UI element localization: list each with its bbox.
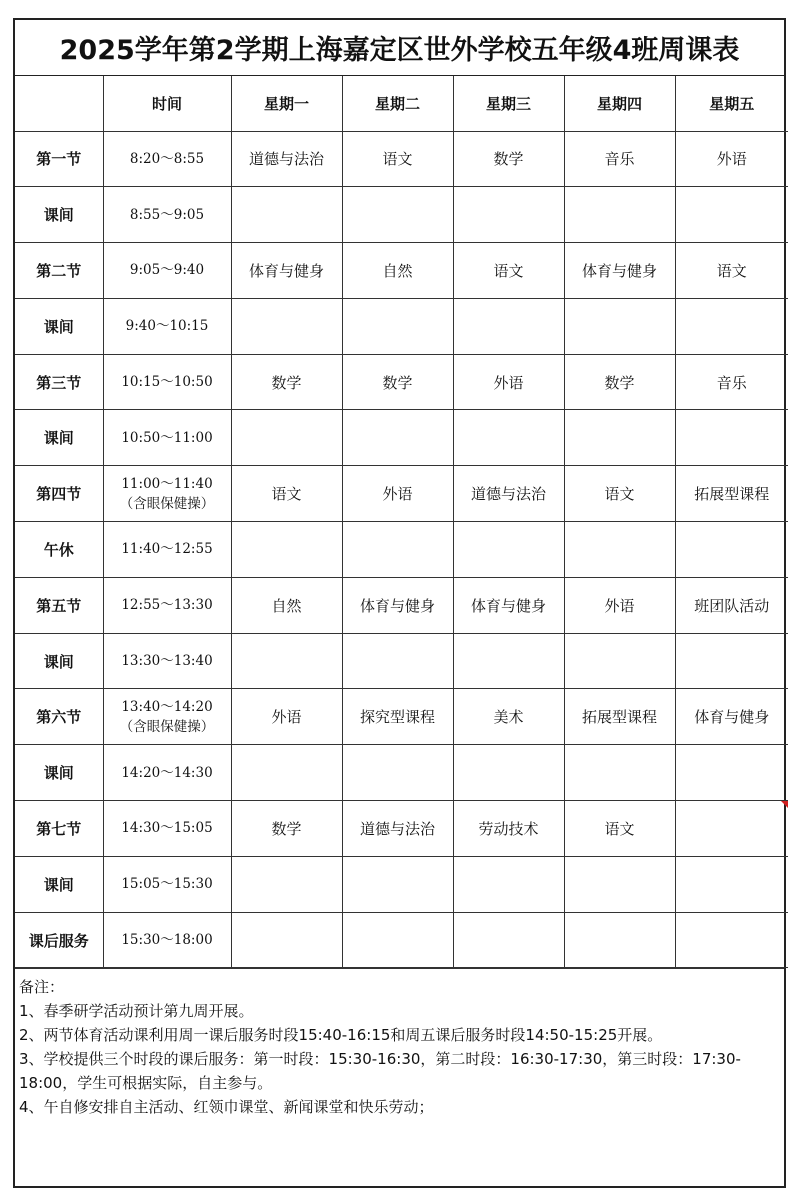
time-line: 8:20～8:55 — [129, 150, 205, 167]
time-line: 13:30～13:40 — [121, 653, 213, 670]
subject-cell-wednesday — [453, 912, 564, 968]
subject-cell-thursday — [564, 633, 675, 689]
table-row — [15, 410, 788, 466]
time-cell — [103, 466, 231, 522]
subject-cell-monday: 自然 — [231, 577, 342, 633]
subject-cell-wednesday: 外语 — [453, 354, 564, 410]
table-row — [15, 298, 788, 354]
subject-cell-thursday — [564, 187, 675, 243]
subject-cell-monday — [231, 745, 342, 801]
table-row — [15, 856, 788, 912]
period-label: 午休 — [15, 522, 103, 578]
table-row — [15, 466, 788, 522]
subject-cell-friday: 语文 — [675, 243, 788, 299]
header-wednesday: 星期三 — [453, 76, 564, 131]
table-row — [15, 131, 788, 187]
subject-cell-thursday — [564, 298, 675, 354]
subject-cell-friday: 拓展型课程 — [675, 466, 788, 522]
period-label: 第一节 — [15, 131, 103, 187]
subject-cell-wednesday — [453, 856, 564, 912]
subject-cell-wednesday: 道德与法治 — [453, 466, 564, 522]
period-label: 第三节 — [15, 354, 103, 410]
subject-cell-friday — [675, 633, 788, 689]
time-line: 15:05～15:30 — [121, 876, 213, 893]
time-line: 8:55～9:05 — [129, 206, 205, 223]
header-monday: 星期一 — [231, 76, 342, 131]
subject-cell-wednesday: 美术 — [453, 689, 564, 745]
subject-cell-tuesday — [342, 912, 453, 968]
time-line: 12:55～13:30 — [121, 597, 213, 614]
schedule-table — [15, 76, 788, 968]
notes-section — [15, 968, 784, 1119]
subject-cell-tuesday — [342, 410, 453, 466]
time-cell — [103, 522, 231, 578]
period-label: 第四节 — [15, 466, 103, 522]
table-row — [15, 187, 788, 243]
time-cell — [103, 131, 231, 187]
subject-cell-monday: 语文 — [231, 466, 342, 522]
table-row — [15, 577, 788, 633]
subject-cell-monday: 外语 — [231, 689, 342, 745]
time-cell — [103, 633, 231, 689]
subject-cell-friday — [675, 856, 788, 912]
header-time: 时间 — [103, 76, 231, 131]
time-line: 10:50～11:00 — [121, 429, 213, 446]
subject-cell-friday: 体育与健身 — [675, 689, 788, 745]
subject-cell-tuesday — [342, 633, 453, 689]
subject-cell-wednesday — [453, 745, 564, 801]
time-line: 9:05～9:40 — [129, 262, 205, 279]
period-label: 第二节 — [15, 243, 103, 299]
time-cell — [103, 801, 231, 857]
note-item: 3、学校提供三个时段的课后服务：第一时段：15:30-16:30，第二时段：16:30-17:30，第三时段：17:30-18:00，学生可根据实际，自主参与。 — [19, 1050, 741, 1093]
subject-cell-wednesday — [453, 410, 564, 466]
subject-cell-wednesday — [453, 633, 564, 689]
period-label: 课间 — [15, 410, 103, 466]
time-line: 11:00～11:40 — [121, 475, 213, 492]
subject-cell-friday — [675, 745, 788, 801]
subject-cell-friday — [675, 187, 788, 243]
subject-cell-monday — [231, 298, 342, 354]
subject-cell-wednesday — [453, 298, 564, 354]
time-cell — [103, 689, 231, 745]
period-label: 课间 — [15, 745, 103, 801]
subject-cell-tuesday: 自然 — [342, 243, 453, 299]
subject-cell-wednesday: 劳动技术 — [453, 801, 564, 857]
period-label: 课间 — [15, 298, 103, 354]
subject-cell-tuesday: 数学 — [342, 354, 453, 410]
time-line: 14:20～14:30 — [121, 764, 213, 781]
header-thursday: 星期四 — [564, 76, 675, 131]
time-cell — [103, 912, 231, 968]
note-item: 1、春季研学活动预计第九周开展。 — [19, 1002, 254, 1021]
table-row — [15, 912, 788, 968]
subject-cell-monday: 数学 — [231, 354, 342, 410]
subject-cell-tuesday — [342, 856, 453, 912]
time-line: 14:30～15:05 — [121, 820, 213, 837]
period-label: 第六节 — [15, 689, 103, 745]
subject-cell-friday: 班团队活动 — [675, 577, 788, 633]
subject-cell-tuesday: 体育与健身 — [342, 577, 453, 633]
note-item: 2、两节体育活动课利用周一课后服务时段15:40-16:15和周五课后服务时段14:50-15:25开展。 — [19, 1026, 663, 1045]
note-item: 4、午自修安排自主活动、红领巾课堂、新闻课堂和快乐劳动； — [19, 1098, 434, 1117]
subject-cell-thursday — [564, 745, 675, 801]
time-line: 13:40～14:20 — [121, 698, 213, 715]
header-corner — [15, 76, 103, 131]
subject-cell-friday: 外语 — [675, 131, 788, 187]
time-cell — [103, 410, 231, 466]
subject-cell-monday — [231, 856, 342, 912]
timetable-sheet — [13, 18, 786, 1188]
subject-cell-thursday: 拓展型课程 — [564, 689, 675, 745]
subject-cell-monday: 数学 — [231, 801, 342, 857]
notes-heading: 备注： — [19, 978, 65, 997]
subject-cell-thursday — [564, 856, 675, 912]
table-row — [15, 354, 788, 410]
time-cell — [103, 243, 231, 299]
subject-cell-thursday: 音乐 — [564, 131, 675, 187]
time-cell — [103, 856, 231, 912]
subject-cell-wednesday — [453, 187, 564, 243]
subject-cell-thursday — [564, 522, 675, 578]
subject-cell-wednesday: 数学 — [453, 131, 564, 187]
period-label: 第五节 — [15, 577, 103, 633]
subject-cell-monday: 道德与法治 — [231, 131, 342, 187]
table-row — [15, 689, 788, 745]
subject-cell-tuesday — [342, 745, 453, 801]
subject-cell-thursday — [564, 912, 675, 968]
time-line: 10:15～10:50 — [121, 374, 213, 391]
period-label: 课间 — [15, 633, 103, 689]
time-line: 11:40～12:55 — [121, 541, 213, 558]
table-row — [15, 522, 788, 578]
subject-cell-tuesday: 道德与法治 — [342, 801, 453, 857]
subject-cell-tuesday — [342, 298, 453, 354]
subject-cell-friday — [675, 298, 788, 354]
subject-cell-monday — [231, 522, 342, 578]
subject-cell-thursday: 数学 — [564, 354, 675, 410]
subject-cell-friday — [675, 801, 788, 857]
time-cell — [103, 745, 231, 801]
time-cell — [103, 354, 231, 410]
subject-cell-tuesday: 外语 — [342, 466, 453, 522]
subject-cell-friday — [675, 522, 788, 578]
subject-cell-wednesday — [453, 522, 564, 578]
time-line: （含眼保健操） — [119, 495, 215, 512]
header-friday: 星期五 — [675, 76, 788, 131]
subject-cell-thursday: 语文 — [564, 466, 675, 522]
subject-cell-monday — [231, 633, 342, 689]
time-cell — [103, 577, 231, 633]
subject-cell-friday — [675, 410, 788, 466]
header-tuesday: 星期二 — [342, 76, 453, 131]
subject-cell-monday — [231, 187, 342, 243]
subject-cell-wednesday: 体育与健身 — [453, 577, 564, 633]
period-label: 课后服务 — [15, 912, 103, 968]
header-row — [15, 76, 788, 131]
subject-cell-thursday: 外语 — [564, 577, 675, 633]
subject-cell-monday: 体育与健身 — [231, 243, 342, 299]
subject-cell-tuesday — [342, 187, 453, 243]
time-line: 9:40～10:15 — [125, 318, 209, 335]
time-cell — [103, 298, 231, 354]
table-row — [15, 633, 788, 689]
subject-cell-monday — [231, 912, 342, 968]
time-line: 15:30～18:00 — [121, 932, 213, 949]
subject-cell-wednesday: 语文 — [453, 243, 564, 299]
table-row — [15, 745, 788, 801]
table-row — [15, 243, 788, 299]
subject-cell-thursday: 语文 — [564, 801, 675, 857]
subject-cell-monday — [231, 410, 342, 466]
subject-cell-tuesday — [342, 522, 453, 578]
page-title: 2025学年第2学期上海嘉定区世外学校五年级4班周课表 — [15, 20, 784, 76]
subject-cell-thursday: 体育与健身 — [564, 243, 675, 299]
subject-cell-tuesday: 语文 — [342, 131, 453, 187]
subject-cell-friday: 音乐 — [675, 354, 788, 410]
time-cell — [103, 187, 231, 243]
time-line: （含眼保健操） — [119, 718, 215, 735]
subject-cell-tuesday: 探究型课程 — [342, 689, 453, 745]
period-label: 课间 — [15, 856, 103, 912]
period-label: 课间 — [15, 187, 103, 243]
subject-cell-thursday — [564, 410, 675, 466]
table-row — [15, 801, 788, 857]
period-label: 第七节 — [15, 801, 103, 857]
subject-cell-friday — [675, 912, 788, 968]
